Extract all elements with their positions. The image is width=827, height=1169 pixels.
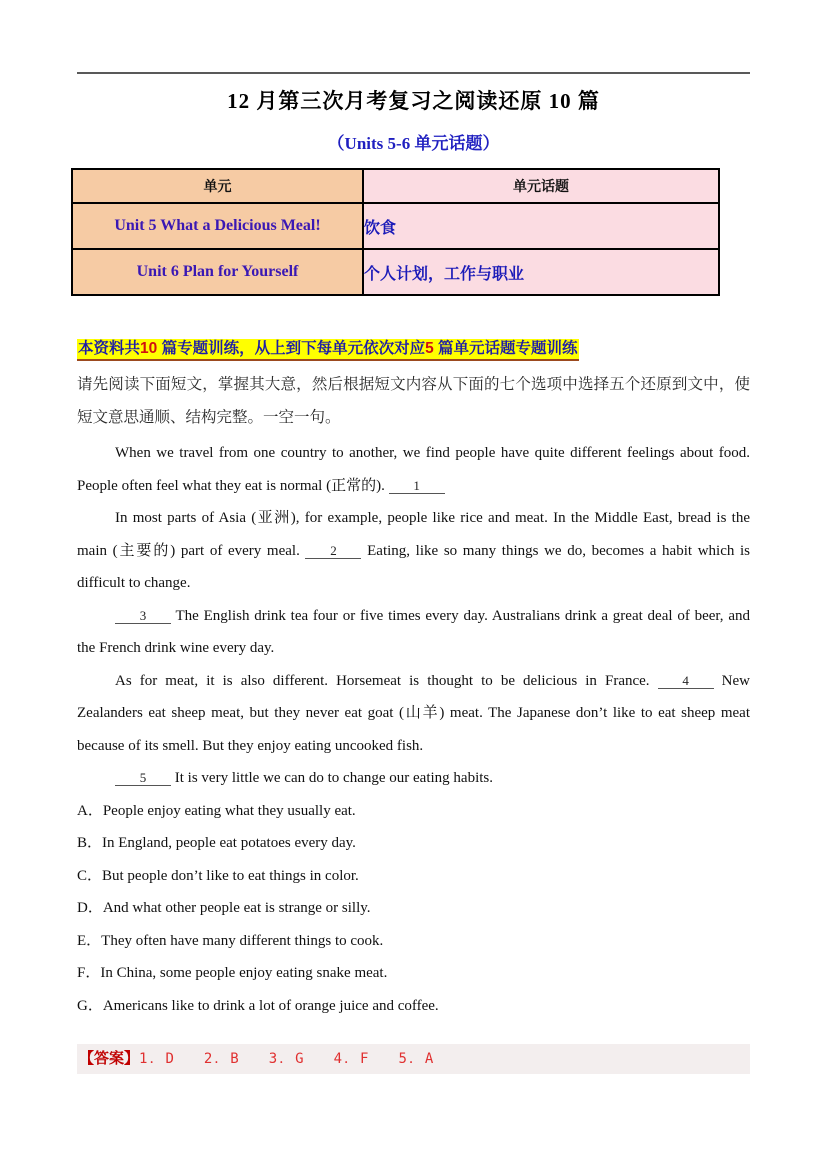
topic-cell: 个人计划，工作与职业 — [363, 249, 719, 295]
option-item: F．In China, some people enjoy eating snake meat. — [77, 965, 388, 981]
topic-cell: 饮食 — [363, 203, 719, 249]
notice-number: 5 — [425, 340, 434, 357]
answer-key-item: 5．A — [398, 1051, 436, 1067]
fill-in-blank: 3 — [115, 608, 171, 624]
option-item: D．And what other people eat is strange or silly. — [77, 900, 371, 916]
fill-in-blank: 4 — [658, 673, 714, 689]
page-title: 12 月第三次月考复习之阅读还原 10 篇 — [227, 89, 600, 113]
training-notice — [77, 338, 750, 360]
table-row — [72, 203, 719, 249]
answer-key-items — [139, 1051, 463, 1067]
answer-key-item: 3．G — [268, 1051, 306, 1067]
passage-paragraph: 5 It is very little we can do to change our eating habits. — [77, 762, 750, 795]
notice-text: 篇单元话题专题训练 — [433, 340, 578, 357]
unit-cell: Unit 6 Plan for Yourself — [72, 249, 363, 295]
table-row — [72, 249, 719, 295]
notice-number: 10 — [140, 340, 158, 357]
notice-text: 篇专题训练，从上到下每单元依次对应 — [157, 340, 426, 357]
table-header-row — [72, 169, 719, 203]
option-item: A．People enjoy eating what they usually eat. — [77, 802, 356, 819]
passage-paragraph: In most parts of Asia (亚洲), for example, people like rice and meat. In the Middle East, bread is the main (主要的) part of every meal. 2 Eating, like so many things we do, becomes a habit which is difficult to change. — [77, 510, 751, 591]
column-header-topic: 单元话题 — [363, 169, 719, 203]
units-table — [71, 168, 720, 296]
fill-in-blank: 2 — [305, 543, 361, 559]
reading-passage — [77, 437, 750, 795]
passage-paragraph: As for meat, it is also different. Horsemeat is thought to be delicious in France. 4 New Zealanders eat sheep meat, but they never eat goat (山羊) meat. The Japanese don’t like to eat sheep meat because of its smell. But they enjoy eating uncooked fish. — [77, 672, 750, 754]
answer-key-item: 2．B — [203, 1051, 241, 1067]
fill-in-blank: 1 — [389, 478, 445, 494]
highlighted-notice-text — [77, 339, 579, 361]
unit-cell: Unit 5 What a Delicious Meal! — [72, 203, 363, 249]
header-divider — [77, 72, 750, 74]
column-header-unit: 单元 — [72, 169, 363, 203]
passage-paragraph: 3 The English drink tea four or five times every day. Australians drink a great deal of beer, and the French drink wine every day. — [77, 607, 750, 656]
option-item: E．They often have many different things to cook. — [77, 932, 384, 949]
page-subtitle: （Units 5-6 单元话题） — [327, 134, 500, 153]
answer-key-item: 4．F — [333, 1051, 371, 1067]
option-item: C．But people don’t like to eat things in color. — [77, 867, 359, 884]
answer-key-bar — [77, 1044, 750, 1074]
fill-in-blank: 5 — [115, 770, 171, 786]
passage-paragraph: When we travel from one country to another, we find people have quite different feelings about food. People often feel what they eat is normal (正常的). 1 — [77, 445, 750, 494]
answer-options-list — [77, 795, 750, 1023]
answer-key-label: 【答案】 — [79, 1050, 140, 1067]
task-instructions: 请先阅读下面短文，掌握其大意，然后根据短文内容从下面的七个选项中选择五个还原到文中，使短文意思通顺、结构完整。一空一句。 — [77, 376, 750, 426]
option-item: G．Americans like to drink a lot of orange juice and coffee. — [77, 997, 439, 1014]
units-table-body — [72, 203, 719, 295]
option-item: B．In England, people eat potatoes every day. — [77, 835, 356, 851]
answer-key-item: 1．D — [139, 1051, 176, 1067]
notice-text: 本资料共 — [78, 340, 141, 357]
